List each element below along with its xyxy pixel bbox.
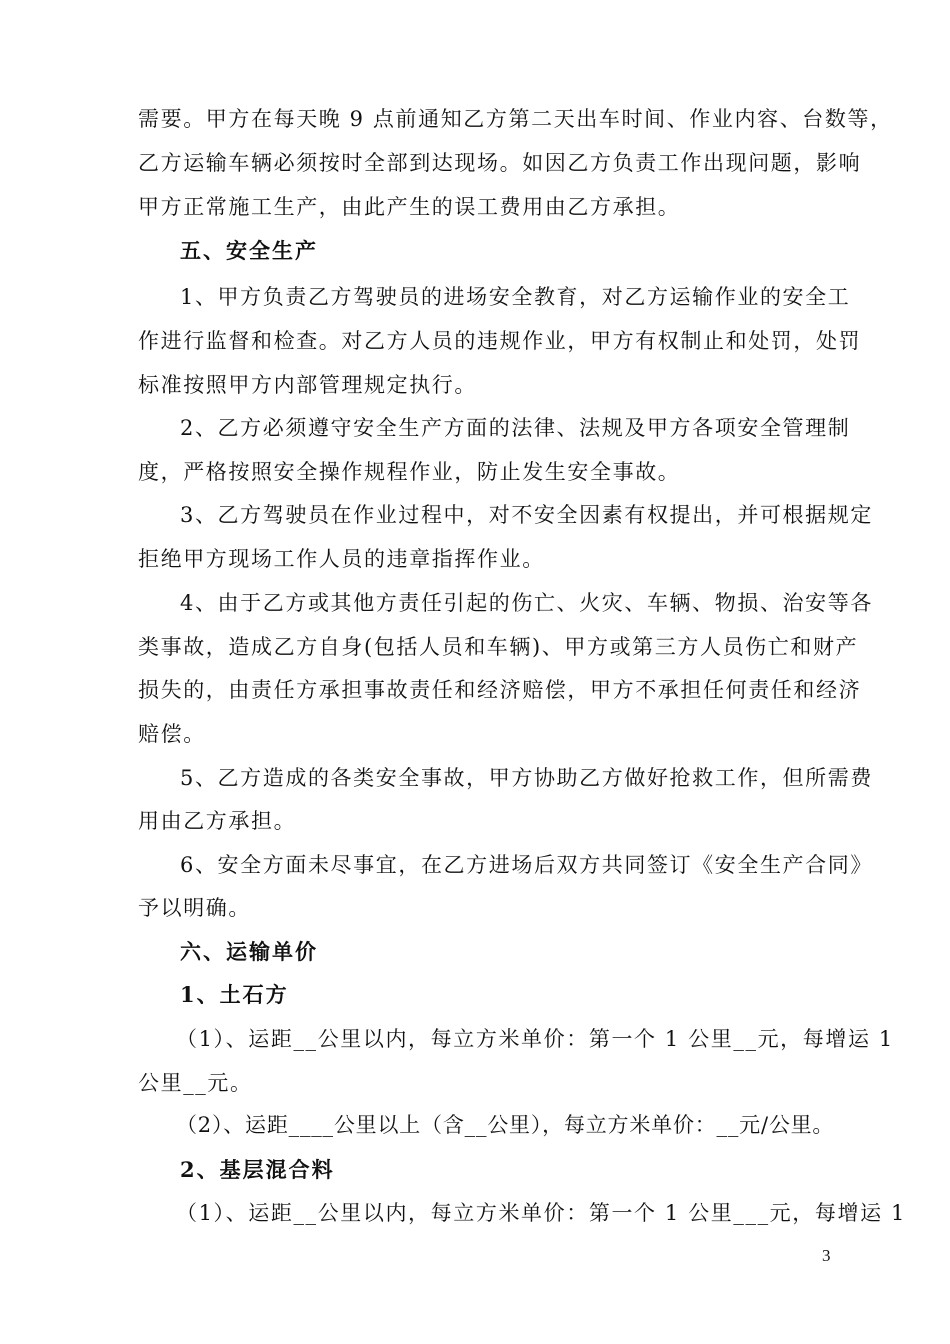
text-line: 3、乙方驾驶员在作业过程中，对不安全因素有权提出，并可根据规定 [180,503,873,527]
text-line: 类事故，造成乙方自身(包括人员和车辆)、甲方或第三方人员伤亡和财产 [138,635,859,659]
text-line: 6、安全方面未尽事宜，在乙方进场后双方共同签订《安全生产合同》 [180,853,873,877]
text-line: （1）、运距__公里以内，每立方米单价：第一个 1 公里___元，每增运 1 [176,1201,906,1225]
text-line: 需要。甲方在每天晚 9 点前通知乙方第二天出车时间、作业内容、台数等， [138,107,893,131]
text-line: 予以明确。 [138,896,251,920]
text-line: 2、乙方必须遵守安全生产方面的法律、法规及甲方各项安全管理制 [180,416,851,440]
text-line: 用由乙方承担。 [138,809,297,833]
section-heading: 六、运输单价 [180,939,318,964]
text-line: 公里__元。 [138,1071,253,1095]
section-heading: 五、安全生产 [180,238,318,263]
text-line: （1）、运距__公里以内，每立方米单价：第一个 1 公里__元，每增运 1 [176,1027,894,1051]
text-line: 度，严格按照安全操作规程作业，防止发生安全事故。 [138,460,681,484]
text-line: 5、乙方造成的各类安全事故，甲方协助乙方做好抢救工作，但所需费 [180,766,873,790]
text-line: 损失的，由责任方承担事故责任和经济赔偿，甲方不承担任何责任和经济 [138,678,862,702]
text-line: 1、甲方负责乙方驾驶员的进场安全教育，对乙方运输作业的安全工 [180,285,851,309]
text-line: 赔偿。 [138,722,206,746]
text-line: 标准按照甲方内部管理规定执行。 [138,373,477,397]
page-number: 3 [822,1246,831,1265]
text-line: 甲方正常施工生产，由此产生的误工费用由乙方承担。 [138,195,681,219]
text-line: 作进行监督和检查。对乙方人员的违规作业，甲方有权制止和处罚，处罚 [138,329,862,353]
text-line: （2）、运距____公里以上（含__公里），每立方米单价：__元/公里。 [176,1113,835,1137]
text-line: 4、由于乙方或其他方责任引起的伤亡、火灾、车辆、物损、治安等各 [180,591,873,615]
subsection-heading: 2、基层混合料 [180,1157,335,1182]
text-line: 拒绝甲方现场工作人员的违章指挥作业。 [138,547,545,571]
subsection-heading: 1、土石方 [180,982,289,1007]
text-line: 乙方运输车辆必须按时全部到达现场。如因乙方负责工作出现问题，影响 [138,151,862,175]
